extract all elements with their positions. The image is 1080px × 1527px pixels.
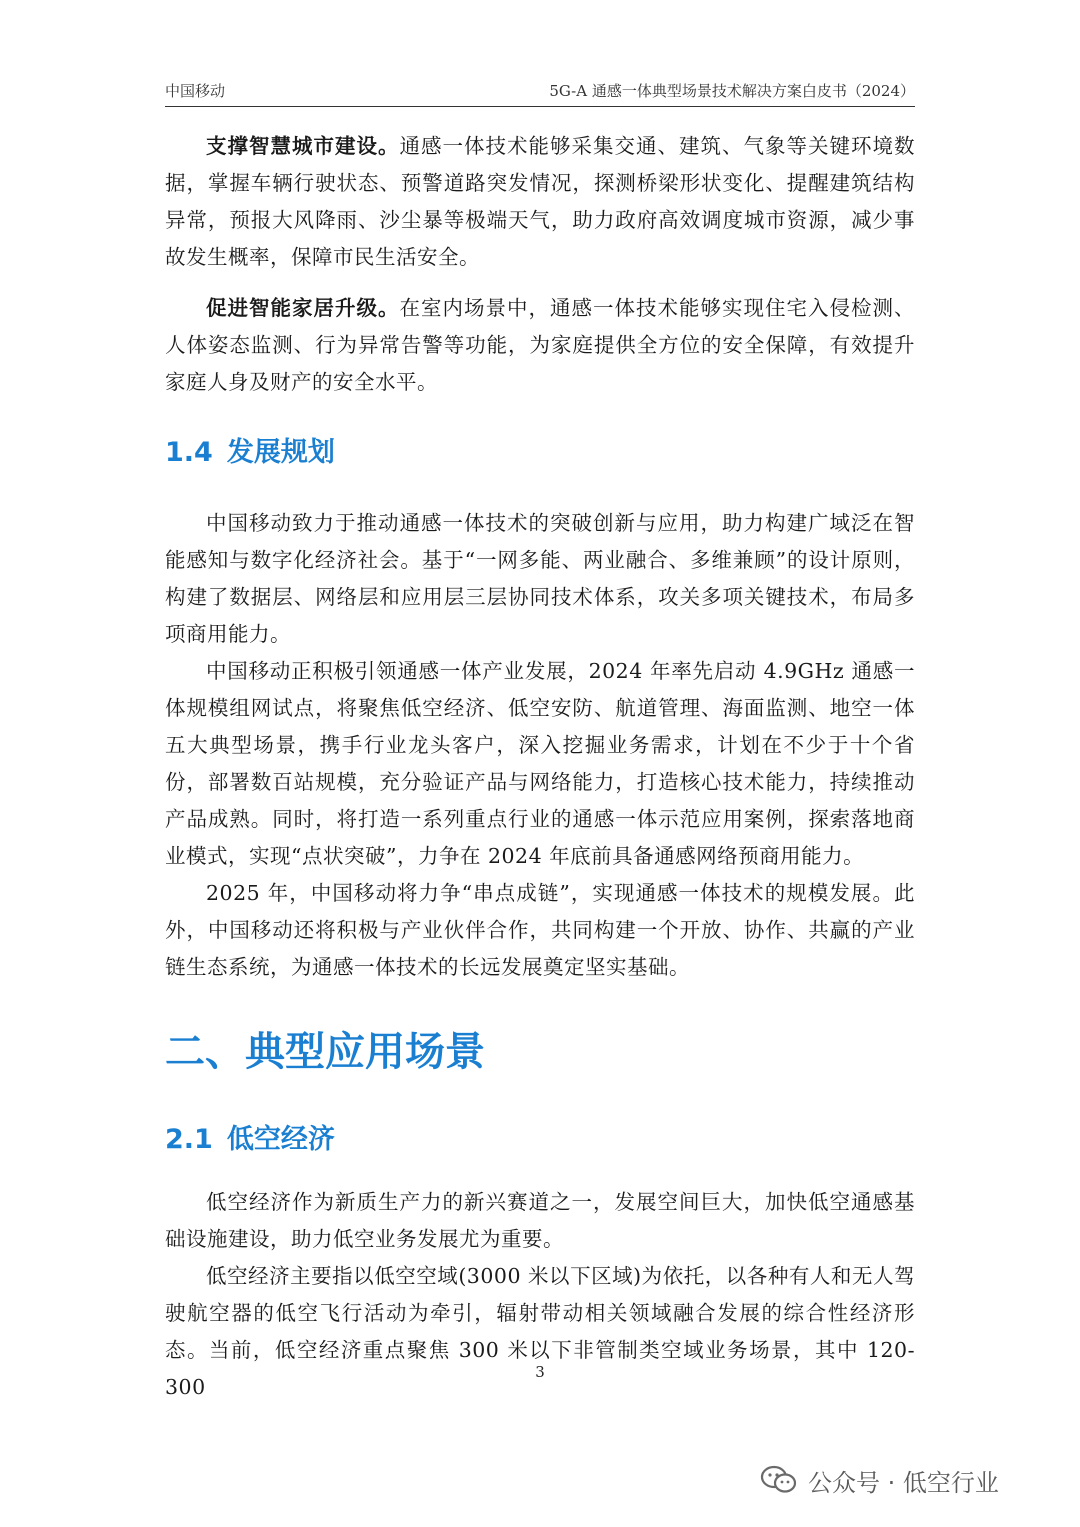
paragraph-lead: 支撑智慧城市建设。: [206, 134, 400, 158]
paragraph: 低空经济作为新质生产力的新兴赛道之一，发展空间巨大，加快低空通感基础设施建设，助力低空业务发展尤为重要。: [165, 1190, 915, 1251]
section-heading-2-1: [165, 1120, 915, 1160]
paragraph-lead: 促进智能家居升级。: [206, 296, 400, 320]
section-number: 1.4: [165, 437, 213, 468]
page-header: [165, 78, 915, 107]
chapter-heading: 二、典型应用场景: [165, 1029, 485, 1075]
paragraph: 低空经济主要指以低空空域(3000 米以下区域)为依托，以各种有人和无人驾驶航空器的低空飞行活动为牵引，辐射带动相关领域融合发展的综合性经济形态。当前，低空经济重点聚焦 300 米以下非管制类空域业务场景，其中 120-300: [165, 1264, 915, 1399]
wechat-icon: [760, 1465, 798, 1495]
paragraph: 中国移动正积极引领通感一体产业发展，2024 年率先启动 4.9GHz 通感一体规模组网试点，将聚焦低空经济、低空安防、航道管理、海面监测、地空一体五大典型场景，携手行业龙头客户，深入挖掘业务需求，计划在不少于十个省份，部署数百站规模，充分验证产品与网络能力，打造核心技术能力，持续推动产品成熟。同时，将打造一系列重点行业的通感一体示范应用案例，探索落地商业模式，实现“点状突破”，力争在 2024 年底前具备通感网络预商用能力。: [165, 659, 915, 868]
header-left: 中国移动: [165, 82, 226, 100]
watermark: [760, 1462, 999, 1498]
paragraph: 中国移动致力于推动通感一体技术的突破创新与应用，助力构建广域泛在智能感知与数字化经济社会。基于“一网多能、两业融合、多维兼顾”的设计原则，构建了数据层、网络层和应用层三层协同技术体系，攻关多项关键技术，布局多项商用能力。: [165, 511, 915, 646]
section-title: 发展规划: [226, 437, 335, 468]
paragraph-body: 通感一体技术能够采集交通、建筑、气象等关键环境数据，掌握车辆行驶状态、预警道路突发情况，探测桥梁形状变化、提醒建筑结构异常，预报大风降雨、沙尘暴等极端天气，助力政府高效调度城市资源，减少事故发生概率，保障市民生活安全。: [165, 134, 915, 269]
header-right: 5G-A 通感一体典型场景技术解决方案白皮书（2024）: [549, 82, 915, 100]
section-title: 低空经济: [226, 1124, 335, 1155]
watermark-text: 公众号 · 低空行业: [808, 1468, 999, 1497]
section-heading-1-4: [165, 433, 915, 473]
paragraph-body: 在室内场景中，通感一体技术能够实现住宅入侵检测、人体姿态监测、行为异常告警等功能，为家庭提供全方位的安全保障，有效提升家庭人身及财产的安全水平。: [165, 296, 915, 394]
paragraph-smart-home: [165, 290, 915, 401]
page-content: [165, 128, 915, 1406]
paragraph-smart-city: [165, 128, 915, 276]
paragraph: 2025 年，中国移动将力争“串点成链”，实现通感一体技术的规模发展。此外，中国移动还将积极与产业伙伴合作，共同构建一个开放、协作、共赢的产业链生态系统，为通感一体技术的长远发展奠定坚实基础。: [165, 881, 915, 979]
page-number: 3: [535, 1363, 545, 1381]
section-number: 2.1: [165, 1124, 213, 1155]
